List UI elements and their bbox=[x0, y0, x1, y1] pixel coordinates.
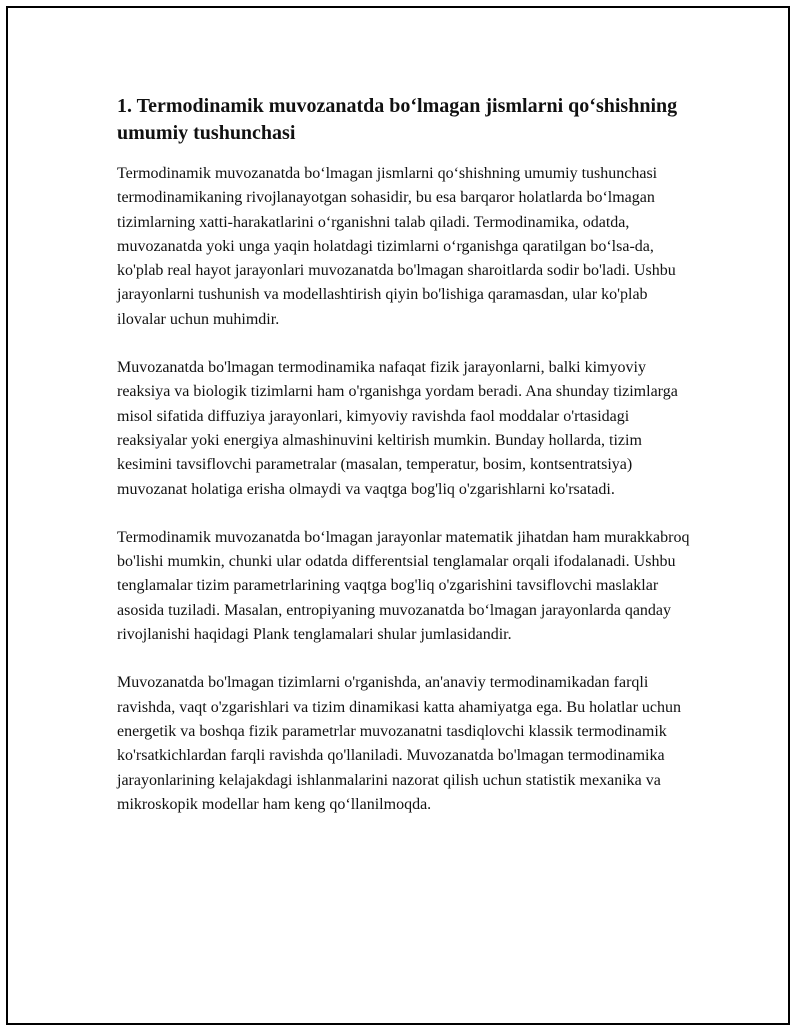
document-body bbox=[117, 93, 692, 841]
paragraph-2: Muvozanatda bo'lmagan termodinamika nafaqat fizik jarayonlarni, balki kimyoviy reaksiya va biologik tizimlarni ham o'rganishga yordam beradi. Ana shunday tizimlarga misol sifatida diffuziya jarayonlari, kimyoviy ravishda faol moddalar o'rtasidagi reaksiyalar yoki energiya almashinuvini keltirish mumkin. Bunday hollarda, tizim kesimini tavsiflovchi parametralar (masalan, temperatur, bosim, kontsentratsiya) muvozanat holatiga erisha olmaydi va vaqtga bog'liq o'zgarishlarni ko'rsatadi. bbox=[117, 359, 678, 498]
section-title: 1. Termodinamik muvozanatda bo‘lmagan jismlarni qo‘shishning umumiy tushunchasi bbox=[117, 95, 678, 144]
paragraph-4: Muvozanatda bo'lmagan tizimlarni o'rganishda, an'anaviy termodinamikadan farqli ravishda, vaqt o'zgarishlari va tizim dinamikasi katta ahamiyatga ega. Bu holatlar uchun energetik va boshqa fizik parametrlar muvozanatni tasdiqlovchi klassik termodinamik ko'rsatkichlardan farqli ravishda qo'llaniladi. Muvozanatda bo'lmagan termodinamika jarayonlarining kelajakdagi ishlanmalarini nazorat qilish uchun statistik mexanika va mikroskopik modellar ham keng qo‘llanilmoqda. bbox=[117, 674, 682, 813]
paragraph-3: Termodinamik muvozanatda bo‘lmagan jarayonlar matematik jihatdan ham murakkabroq bo'lishi mumkin, chunki ular odatda differentsial tenglamalar orqali ifodalanadi. Ushbu tenglamalar tizim parametrlarining vaqtga bog'liq o'zgarishini tavsiflovchi maslaklar asosida tuziladi. Masalan, entropiyaning muvozanatda bo‘lmagan jarayonlarda qanday rivojlanishi haqidagi Plank tenglamalari shular jumlasidandir. bbox=[117, 528, 690, 644]
paragraph-1: Termodinamik muvozanatda bo‘lmagan jismlarni qo‘shishning umumiy tushunchasi termodinamikaning rivojlanayotgan sohasidir, bu esa barqaror holatlarda bo‘lmagan tizimlarning xatti-harakatlarini o‘rganishni talab qiladi. Termodinamika, odatda, muvozanatda yoki unga yaqin holatdagi tizimlarni o‘rganishga qaratilgan bo‘lsa-da, ko'plab real hayot jarayonlari muvozanatda bo'lmagan sharoitlarda sodir bo'ladi. Ushbu jarayonlarni tushunish va modellashtirish qiyin bo'lishiga qaramasdan, ular ko'plab ilovalar uchun muhimdir. bbox=[117, 165, 676, 328]
